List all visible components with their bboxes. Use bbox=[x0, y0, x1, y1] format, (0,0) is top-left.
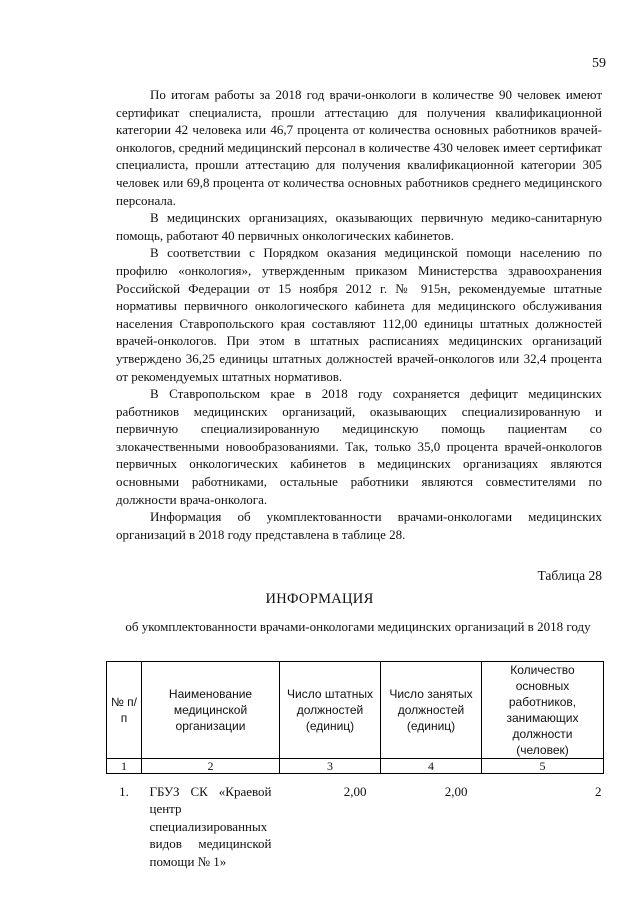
info-title: ИНФОРМАЦИЯ bbox=[265, 591, 374, 607]
organization-name: ГБУЗ СК «Краевой центр специализированных видов медицинской помощи № 1» bbox=[149, 784, 272, 869]
info-subtitle: об укомплектованности врачами-онкологами медицинских организаций в 2018 году bbox=[125, 619, 591, 634]
header-main-workers: Количество основных работников, занимающих должности (человек) bbox=[482, 662, 604, 759]
occupied-positions-value: 2,00 bbox=[444, 784, 468, 799]
header-organization: Наименование медицинской организации bbox=[142, 662, 280, 759]
header-staff-positions: Число штатных должностей (единиц) bbox=[280, 662, 381, 759]
paragraph: В Ставропольском крае в 2018 году сохраняется дефицит медицинских работников медицинских организаций, оказывающих специализированную и первичную специализированную медицинскую помощь пациентам со злокачественными новообразованиями. Так, только 35,0 процента врачей-онкологов первичных онкологических кабинетов в медицинских организациях являются основными работниками, остальные работники являются совместителями по должности врача-онколога. bbox=[116, 386, 602, 507]
row-index: 1. bbox=[119, 784, 129, 799]
main-workers-value: 2 bbox=[595, 784, 602, 799]
paragraph: Информация об укомплектованности врачами-онкологами медицинских организаций в 2018 году представлена в таблице 28. bbox=[116, 509, 602, 542]
table-header-row bbox=[107, 662, 604, 759]
staff-positions-value: 2,00 bbox=[343, 784, 367, 799]
paragraph: В медицинских организациях, оказывающих первичную медико-санитарную помощь, работают 40 первичных онкологических кабинетов. bbox=[116, 210, 602, 243]
header-number: № п/п bbox=[107, 662, 142, 759]
paragraph: По итогам работы за 2018 год врачи-онкологи в количестве 90 человек имеют сертификат специалиста, прошли аттестацию для получения квалификационной категории 42 человека или 46,7 процента от количества основных работников врачей-онкологов, средний медицинский персонал в количестве 430 человек имеет сертификат специалиста, прошли аттестацию для получения квалификационной категории 305 человек или 69,8 процента от количества основных работников среднего медицинского персонала. bbox=[116, 87, 602, 208]
staffing-table bbox=[106, 661, 604, 870]
table-label: Таблица 28 bbox=[537, 568, 602, 583]
column-number-row bbox=[107, 759, 604, 774]
column-number: 4 bbox=[381, 759, 482, 774]
body-text bbox=[116, 86, 602, 543]
table-row bbox=[107, 774, 604, 871]
column-number: 2 bbox=[142, 759, 280, 774]
column-number: 1 bbox=[107, 759, 142, 774]
page-number: 59 bbox=[592, 56, 606, 71]
column-number: 5 bbox=[482, 759, 604, 774]
column-number: 3 bbox=[280, 759, 381, 774]
paragraph: В соответствии с Порядком оказания медицинской помощи населению по профилю «онкология», утвержденным приказом Министерства здравоохранения Российской Федерации от 15 ноября 2012 г. № 915н, рекомендуемые штатные нормативы первичного онкологического кабинета для медицинского обслуживания населения Ставропольского края составляют 112,00 единицы штатных должностей врачей-онкологов. При этом в штатных расписаниях медицинских организаций утверждено 36,25 единицы штатных должностей врачей-онкологов или 32,4 процента от рекомендуемых штатных нормативов. bbox=[116, 245, 602, 384]
header-occupied-positions: Число занятых должностей (единиц) bbox=[381, 662, 482, 759]
